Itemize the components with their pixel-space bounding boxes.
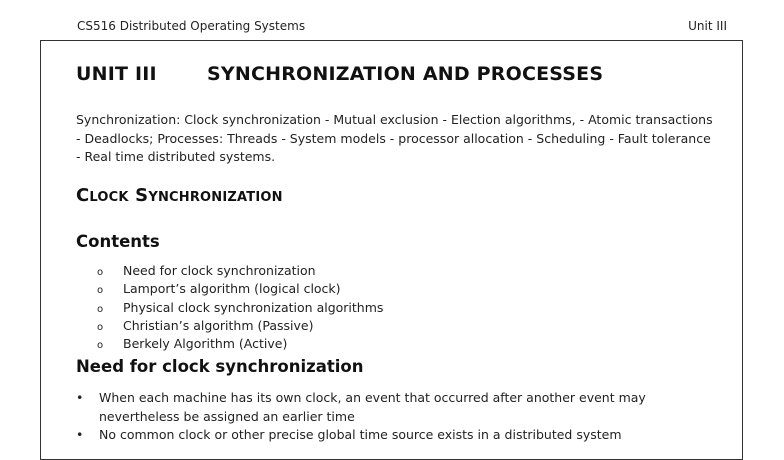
list-marker: o [97, 340, 104, 352]
list-marker: o [97, 321, 104, 333]
list-marker: o [97, 303, 104, 315]
bullet-marker: • [76, 427, 84, 442]
contents-heading: Contents [76, 232, 160, 251]
list-item [97, 299, 383, 317]
contents-list [97, 262, 383, 353]
section-title: Clock Synchronization [76, 185, 283, 206]
list-item-text: Physical clock synchronization algorithms [123, 299, 384, 315]
page-title [76, 63, 603, 85]
need-list [76, 389, 716, 445]
unit-label: Unit III [688, 19, 727, 33]
need-heading: Need for clock synchronization [76, 357, 364, 376]
running-header [77, 19, 727, 35]
list-item-text: Christian’s algorithm (Passive) [123, 317, 314, 333]
unit-number: UNIT III [76, 63, 157, 85]
list-item-text: No common clock or other precise global time source exists in a distributed system [99, 427, 622, 442]
list-item-text: Need for clock synchronization [123, 263, 316, 278]
list-item-text: Berkely Algorithm (Active) [123, 336, 288, 352]
unit-name: SYNCHRONIZATION AND PROCESSES [207, 63, 604, 85]
list-marker: o [97, 285, 104, 297]
bullet-marker: • [76, 390, 84, 405]
list-item [76, 389, 716, 426]
list-marker: o [97, 267, 104, 278]
list-item [97, 280, 383, 298]
list-item [97, 335, 383, 353]
course-title: CS516 Distributed Operating Systems [77, 19, 306, 33]
list-item [76, 426, 716, 445]
list-item-text: Lamport’s algorithm (logical clock) [123, 281, 341, 297]
list-item-text: When each machine has its own clock, an event that occurred after another event may nevertheless be assigned an earlier time [99, 390, 646, 424]
list-item [97, 317, 383, 335]
syllabus-paragraph: Synchronization: Clock synchronization - Mutual exclusion - Election algorithms, - Atomic transactions - Deadlocks; Processes: Threads - System models - processor allocation - Scheduling - Fault tolerance - Real time distributed systems. [76, 112, 713, 164]
list-item [97, 262, 383, 280]
